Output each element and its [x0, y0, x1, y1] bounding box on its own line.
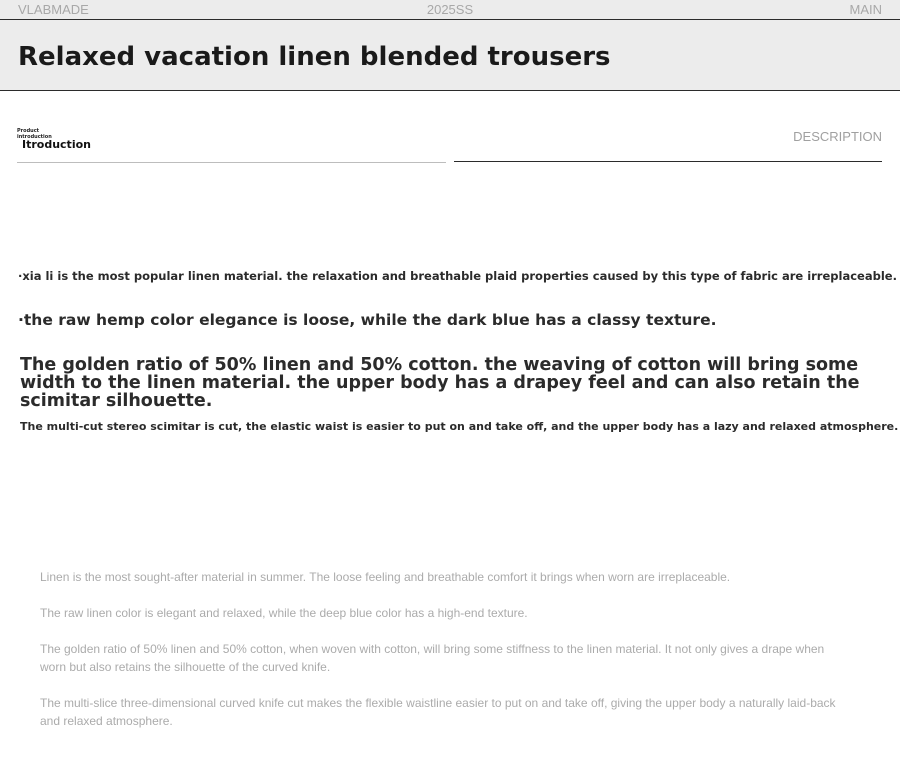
- divider-left: [17, 162, 446, 163]
- paragraph-color: ·the raw hemp color elegance is loose, while the dark blue has a classy texture.: [18, 311, 717, 329]
- paragraph-material: ·xia li is the most popular linen material. the relaxation and breathable plaid properties caused by this type of fabric are irreplaceable.: [18, 269, 897, 283]
- english-description-block: [40, 568, 840, 748]
- caption-line-introduction: introduction: [17, 134, 52, 140]
- english-paragraph-color: The raw linen color is elegant and relaxed, while the deep blue color has a high-end texture.: [40, 606, 528, 620]
- caption-line-product: Product: [17, 128, 40, 134]
- section-label-introduction: Itroduction: [22, 138, 91, 151]
- english-paragraph-golden-ratio: The golden ratio of 50% linen and 50% cotton, when woven with cotton, will bring some stiffness to the linen material. It not only gives a drape when worn but also retains the silhouette of the curved knife.: [40, 642, 825, 674]
- paragraph-cut: The multi-cut stereo scimitar is cut, the elastic waist is easier to put on and take off, and the upper body has a lazy and relaxed atmosphere.: [20, 420, 899, 433]
- title-band: [0, 20, 900, 91]
- divider-right: [454, 161, 882, 162]
- paragraph-golden-ratio: The golden ratio of 50% linen and 50% cotton. the weaving of cotton will bring some width to the linen material. the upper body has a drapey feel and can also retain the scimitar silhouette.: [20, 355, 860, 411]
- main-link[interactable]: MAIN: [849, 2, 882, 17]
- section-label-description: DESCRIPTION: [793, 129, 882, 144]
- page-title: Relaxed vacation linen blended trousers: [18, 42, 611, 72]
- brand-name[interactable]: VLABMADE: [18, 2, 89, 17]
- season-label: 2025SS: [426, 2, 474, 17]
- top-bar: [0, 0, 900, 20]
- english-paragraph-cut: The multi-slice three-dimensional curved knife cut makes the flexible waistline easier to put on and take off, giving the upper body a naturally laid-back and relaxed atmosphere.: [40, 696, 836, 728]
- english-paragraph-material: Linen is the most sought-after material in summer. The loose feeling and breathable comfort it brings when worn are irreplaceable.: [40, 570, 731, 584]
